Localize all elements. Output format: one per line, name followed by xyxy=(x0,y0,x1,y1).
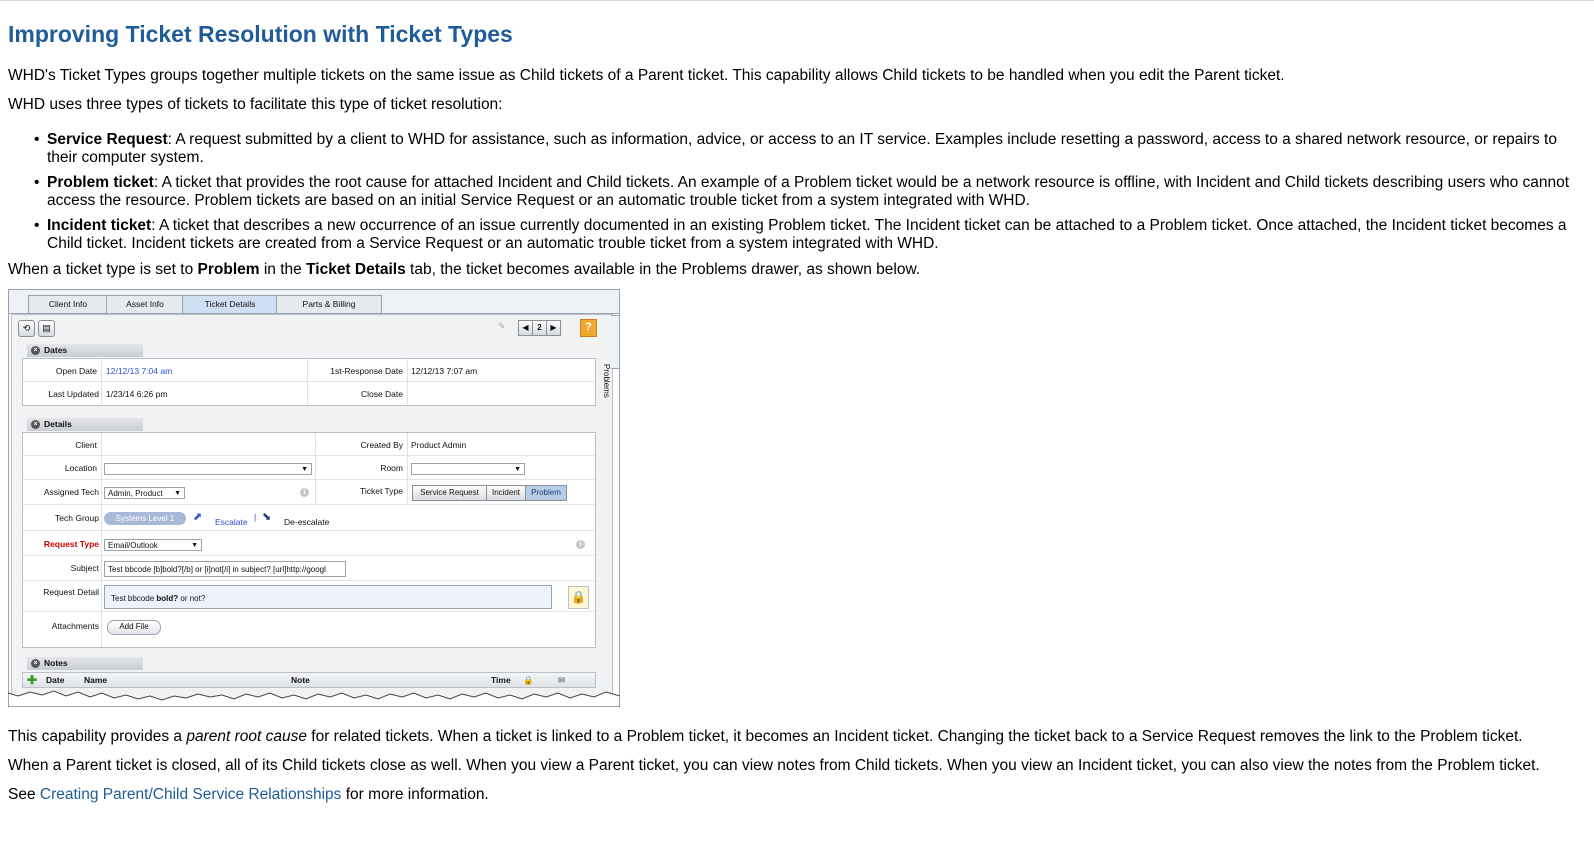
chevron-down-icon: ▼ xyxy=(514,466,521,473)
tech-group-label: Tech Group xyxy=(55,513,99,523)
assigned-tech-label: Assigned Tech xyxy=(43,487,99,497)
collapse-icon[interactable]: × xyxy=(31,420,40,429)
last-updated-value: 1/23/14 6:26 pm xyxy=(106,389,168,399)
divider xyxy=(407,433,408,505)
escalate-link[interactable]: Escalate xyxy=(215,517,248,527)
chevron-down-icon: ▼ xyxy=(301,466,308,473)
section-title: Dates xyxy=(44,345,68,355)
details-box xyxy=(22,432,596,648)
problem-drawer-paragraph xyxy=(8,260,1586,279)
parent-child-link[interactable]: Creating Parent/Child Service Relationships xyxy=(39,786,342,803)
details-section-header[interactable] xyxy=(27,418,143,431)
location-select[interactable] xyxy=(104,463,312,475)
problems-drawer-label: Problems xyxy=(602,364,611,398)
room-label: Room xyxy=(380,463,403,473)
deescalate-link[interactable]: De-escalate xyxy=(284,517,330,527)
close-date-label: Close Date xyxy=(360,389,403,399)
tab-parts-billing[interactable]: Parts & Billing xyxy=(276,295,382,313)
tab-client-info[interactable]: Client Info xyxy=(28,295,108,313)
add-file-button[interactable]: Add File xyxy=(107,620,161,635)
tab-ticket-details[interactable]: Ticket Details xyxy=(182,295,278,313)
page-number: 2 xyxy=(532,320,547,336)
last-updated-label: Last Updated xyxy=(48,389,99,399)
text-bold: Ticket Details xyxy=(306,261,406,278)
refresh-icon[interactable]: ⟲ xyxy=(18,320,35,337)
print-icon[interactable]: ▤ xyxy=(38,320,55,337)
open-date-label: Open Date xyxy=(55,366,97,376)
deescalate-icon[interactable]: ⬊ xyxy=(262,511,272,523)
list-text: : A request submitted by a client to WHD for assistance, such as information, advice, or access to an IT service. Examples include resetting a password, access to a shared network resource, or repairs to their computer system. xyxy=(47,131,1557,166)
list-item-problem-ticket xyxy=(47,174,1586,210)
text-run: See xyxy=(8,786,40,803)
lock-icon: 🔒 xyxy=(523,675,534,685)
list-term: Incident ticket xyxy=(47,217,152,234)
page-title: Improving Ticket Resolution with Ticket Types xyxy=(8,21,513,47)
escalate-icon[interactable]: ⬈ xyxy=(193,511,203,523)
subject-input[interactable]: Test bbcode [b]bold?[/b] or [i]not[/i] in subject? [url]http://googl xyxy=(104,561,346,577)
request-detail-label: Request Detail xyxy=(43,587,99,597)
assigned-tech-select[interactable] xyxy=(104,487,185,499)
list-item-service-request xyxy=(47,131,1586,167)
text-run: Test bbcode xyxy=(111,594,157,603)
parent-closed-paragraph: When a Parent ticket is closed, all of its Child tickets close as well. When you view a Parent ticket, you can view notes from Child tickets. When you view an Incident ticket, you can also view the notes from the Problem ticket. xyxy=(8,757,1540,774)
text-run: in the xyxy=(259,261,307,278)
top-border xyxy=(0,0,1594,1)
lock-icon[interactable]: 🔒 xyxy=(568,586,589,609)
pin-icon: ✎ xyxy=(498,321,506,331)
next-icon[interactable]: ▶ xyxy=(546,320,561,336)
attachments-label: Attachments xyxy=(51,621,99,631)
ticket-type-problem[interactable]: Problem xyxy=(525,485,567,501)
notes-section-header[interactable] xyxy=(27,657,143,670)
add-note-icon[interactable]: ✚ xyxy=(27,673,38,687)
text-bold: Problem xyxy=(197,261,260,278)
info-icon[interactable]: i xyxy=(300,488,309,497)
first-response-value: 12/12/13 7:07 am xyxy=(411,366,478,376)
screenshot-frame xyxy=(8,289,620,701)
dates-box xyxy=(22,358,596,406)
divider xyxy=(101,359,102,405)
divider xyxy=(407,359,408,405)
request-detail-textarea[interactable] xyxy=(104,585,552,609)
open-date-value: 12/12/13 7:04 am xyxy=(106,366,173,376)
text-run: tab, the ticket becomes available in the Problems drawer, as shown below. xyxy=(405,261,921,278)
dates-section-header[interactable] xyxy=(27,344,143,357)
ticket-type-service-request[interactable]: Service Request xyxy=(412,485,487,501)
divider xyxy=(315,433,316,505)
ticket-type-label: Ticket Type xyxy=(360,486,403,496)
intro-paragraph-2: WHD uses three types of tickets to facilitate this type of ticket resolution: xyxy=(8,96,503,113)
divider xyxy=(101,433,102,647)
notes-col-time[interactable]: Time xyxy=(491,675,511,685)
text-run: for related tickets. When a ticket is linked to a Problem ticket, it becomes an Incident ticket. Changing the ticket back to a Service Request removes the link to the Problem ticket. xyxy=(306,728,1523,745)
request-type-label: Request Type xyxy=(43,539,99,549)
text-run: This capability provides a xyxy=(8,728,187,745)
section-title: Details xyxy=(44,419,72,429)
created-by-label: Created By xyxy=(360,440,403,450)
tab-asset-info[interactable]: Asset Info xyxy=(106,295,184,313)
divider xyxy=(307,359,308,405)
created-by-value: Product Admin xyxy=(411,440,467,450)
list-item-incident-ticket xyxy=(47,217,1586,253)
list-text: : A ticket that describes a new occurrence of an issue currently documented in an existing Problem ticket. The Incident ticket can be attached to a Problem ticket. Once attached, the Incident ticket becomes a Child ticket. Incident tickets are created from a Service Request or an automatic trouble ticket from a system integrated with WHD. xyxy=(47,217,1567,252)
notes-table-header xyxy=(22,672,596,688)
notes-col-date[interactable]: Date xyxy=(46,675,65,685)
notes-col-note[interactable]: Note xyxy=(291,675,310,685)
ticket-type-list xyxy=(8,131,1586,253)
section-title: Notes xyxy=(44,658,68,668)
room-select[interactable] xyxy=(411,463,525,475)
tech-group-pill[interactable]: Systems Level 1 xyxy=(104,512,186,525)
problems-drawer-tab[interactable] xyxy=(602,315,620,398)
divider-bar: | xyxy=(254,512,257,522)
mail-icon: ✉ xyxy=(558,675,566,685)
chevron-down-icon: ▼ xyxy=(191,542,198,549)
info-icon[interactable]: i xyxy=(576,540,585,549)
tab-bar xyxy=(9,290,619,314)
select-value: Admin, Product xyxy=(108,489,163,498)
see-also-paragraph xyxy=(8,785,1586,804)
torn-edge xyxy=(8,687,620,707)
text-italic: parent root cause xyxy=(186,728,307,745)
text-run: or not? xyxy=(178,594,206,603)
text-run: When a ticket type is set to xyxy=(8,261,198,278)
chevron-down-icon: ▼ xyxy=(174,490,181,497)
ticket-details-screenshot xyxy=(8,289,620,707)
notes-col-name[interactable]: Name xyxy=(84,675,108,685)
select-value: Email/Outlook xyxy=(108,541,158,550)
help-icon[interactable]: ? xyxy=(580,319,597,337)
collapse-icon[interactable]: × xyxy=(31,346,40,355)
request-type-select[interactable] xyxy=(104,539,202,551)
list-term: Problem ticket xyxy=(47,174,154,191)
root-cause-paragraph xyxy=(8,727,1586,746)
previous-icon[interactable]: ◀ xyxy=(518,320,533,336)
text-run: for more information. xyxy=(341,786,489,803)
list-term: Service Request xyxy=(47,131,168,148)
ticket-type-incident[interactable]: Incident xyxy=(486,485,526,501)
ticket-panel xyxy=(11,314,613,701)
location-label: Location xyxy=(64,463,97,473)
first-response-label: 1st-Response Date xyxy=(330,366,403,376)
intro-paragraph-1: WHD's Ticket Types groups together multiple tickets on the same issue as Child tickets of a Parent ticket. This capability allows Child tickets to be handled when you edit the Parent ticket. xyxy=(8,67,1285,84)
collapse-icon[interactable]: × xyxy=(31,659,40,668)
text-bold: bold? xyxy=(156,594,179,603)
client-label: Client xyxy=(75,440,97,450)
details-row xyxy=(23,433,595,456)
article xyxy=(8,18,1586,804)
list-text: : A ticket that provides the root cause for attached Incident and Child tickets. An example of a Problem ticket would be a network resource is offline, with Incident and Child tickets describing users who cannot access the resource. Problem tickets are based on an initial Service Request or an automatic trouble ticket from a system integrated with WHD. xyxy=(47,174,1570,209)
subject-label: Subject xyxy=(70,563,99,573)
